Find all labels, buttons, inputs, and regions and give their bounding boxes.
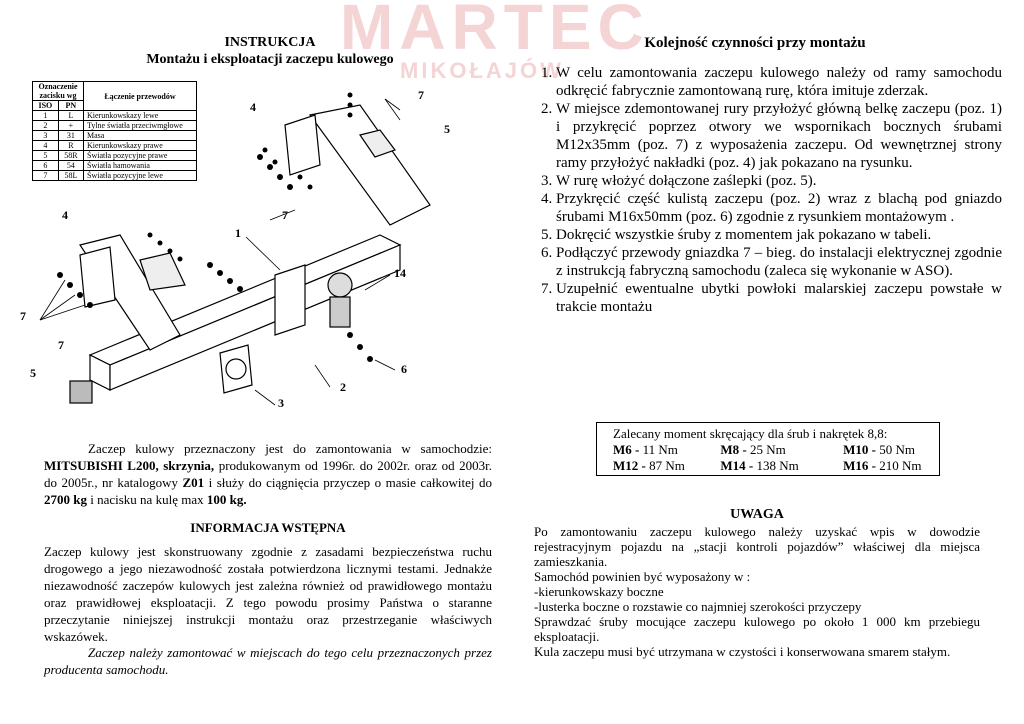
label-6: 6 xyxy=(401,362,407,376)
uwaga-line: Po zamontowaniu zaczepu kulowego należy uzyskać wpis w dowodzie rejestracyjnym pojazdu na „stacji kontroli pojazdów” właściwej dla miejsca zamieszkania. xyxy=(534,524,980,569)
table-cell-desc: Światła pozycyjne lewe xyxy=(84,171,197,181)
mounting-note: Zaczep należy zamontować w miejscach do tego celu przeznaczonych przez producenta samochodu. xyxy=(44,645,492,677)
vehicle-description: Zaczep kulowy przeznaczony jest do zamontowania w samochodzie: MITSUBISHI L200, skrzynia, produkowanym od 1996r. do 2002r. oraz od 2003r. do 2005r., nr katalogowy Z01 i służy do ciągnięcia przyczep o masie całkowitej do 2700 kg i nacisku na kulę max 100 kg. xyxy=(44,441,493,507)
table-cell-desc: Światła pozycyjne prawe xyxy=(84,151,197,161)
exploded-diagram xyxy=(20,85,450,415)
table-cell-desc: Masa xyxy=(84,131,197,141)
table-cell-pn: + xyxy=(58,121,83,131)
right-bracket xyxy=(310,105,430,225)
tow-ball xyxy=(328,273,352,297)
table-cell-pn: L xyxy=(58,111,83,121)
uwaga-line: Samochód powinien być wyposażony w : xyxy=(534,569,751,584)
uwaga-line: -lusterka boczne o rozstawie co najmniej szerokości przyczepy xyxy=(534,599,862,614)
table-cell-iso: 2 xyxy=(33,121,59,131)
label-7-lower: 7 xyxy=(58,338,64,352)
uwaga-line: -kierunkowskazy boczne xyxy=(534,584,664,599)
table-cell-desc: Kierunkowskazy lewe xyxy=(84,111,197,121)
table-cell-pn: 54 xyxy=(58,161,83,171)
info-heading: INFORMACJA WSTĘPNA xyxy=(190,520,346,535)
plate-4-left xyxy=(80,247,115,307)
step-item: 6. Podłączyć przewody gniazdka 7 – bieg. do instalacji elektrycznej zgodnie z instrukcją fabryczną samochodu (zaleca się wykonanie w ASO). xyxy=(556,244,1002,280)
table-cell-desc: Kierunkowskazy prawe xyxy=(84,141,197,151)
label-4-left: 4 xyxy=(62,208,68,222)
label-7-left: 7 xyxy=(20,309,26,323)
table-cell-pn: 31 xyxy=(58,131,83,141)
table-cell-pn: 58L xyxy=(58,171,83,181)
socket-hole xyxy=(226,359,246,379)
title-line-2: Montażu i eksploatacji zaczepu kulowego xyxy=(146,52,394,67)
step-item: 3. W rurę włożyć dołączone zaślepki (poz. 5). xyxy=(556,172,1002,190)
step-item: 2. W miejsce zdemontowanej rury przyłożyć główną belkę zaczepu (poz. 1) i przykręcić poprzez otwory we wspornikach bocznych śrubami M12x35mm (poz. 7) z wyposażenia zaczepu. Od wewnętrznej strony ramy przyłożyć nakładki (poz. 4) jak pokazano na rysunku. xyxy=(556,100,1002,172)
table-cell-pn: 58R xyxy=(58,151,83,161)
label-4-top: 4 xyxy=(250,100,256,114)
plate-4-right xyxy=(285,115,320,175)
ball-neck xyxy=(330,297,350,327)
label-7-mid: 7 xyxy=(282,208,288,222)
uwaga-line: Sprawdzać śruby mocujące zaczepu kulowego po około 1 000 km przebiegu eksploatacji. xyxy=(534,614,980,644)
document-title xyxy=(120,34,420,68)
torque-title: Zalecany moment skręcający dla śrub i nakrętek 8,8: xyxy=(613,426,888,441)
label-5-left: 5 xyxy=(30,366,36,380)
th-iso: ISO xyxy=(33,101,59,111)
ball-mount-plate xyxy=(275,265,305,335)
table-cell-iso: 7 xyxy=(33,171,59,181)
table-cell-iso: 4 xyxy=(33,141,59,151)
th-pn: PN xyxy=(58,101,83,111)
steps-title: Kolejność czynności przy montażu xyxy=(644,35,866,51)
label-7-top: 7 xyxy=(418,88,424,102)
table-cell-pn: R xyxy=(58,141,83,151)
table-cell-iso: 6 xyxy=(33,161,59,171)
table-cell-iso: 3 xyxy=(33,131,59,141)
label-14: 14 xyxy=(394,266,406,280)
table-cell-iso: 1 xyxy=(33,111,59,121)
uwaga-text xyxy=(534,524,980,659)
watermark-logo: MARTEC xyxy=(340,0,650,63)
table-cell-desc: Światła hamowania xyxy=(84,161,197,171)
step-item: 7. Uzupełnić ewentualne ubytki powłoki malarskiej zaczepu powstałe w trakcie montażu xyxy=(556,280,1002,316)
label-2: 2 xyxy=(340,380,346,394)
step-item: 4. Przykręcić część kulistą zaczepu (poz. 2) wraz z blachą pod gniazdo śrubami M16x50mm (poz. 6) zgodnie z rysunkiem montażowym . xyxy=(556,190,1002,226)
th-marking: Oznaczenie zacisku wg xyxy=(33,82,84,101)
label-1: 1 xyxy=(235,226,241,240)
table-cell-desc: Tylne światła przeciwmgłowe xyxy=(84,121,197,131)
uwaga-heading: UWAGA xyxy=(730,507,784,522)
end-cap-left xyxy=(70,381,92,403)
step-item: 5. Dokręcić wszystkie śruby z momentem jak pokazano w tabeli. xyxy=(556,226,1002,244)
table-cell-iso: 5 xyxy=(33,151,59,161)
th-connection: Łączenie przewodów xyxy=(84,82,197,111)
step-item: 1. W celu zamontowania zaczepu kulowego należy od ramy samochodu odkręcić fabrycznie zamontowaną rurę, która imituje zderzak. xyxy=(556,64,1002,100)
steps-list xyxy=(534,64,1002,316)
torque-box: Zalecany moment skręcający dla śrub i nakrętek 8,8: M6 - 11 Nm M8 - 25 Nm M10 - 50 Nm M12 - 87 Nm M14 - 138 Nm M16 - 210 Nm xyxy=(596,422,940,476)
title-line-1: INSTRUKCJA xyxy=(224,35,316,50)
info-text: Zaczep kulowy jest skonstruowany zgodnie z zasadami bezpieczeństwa ruchu drogowego a jego niezawodność została potwierdzona licznymi testami. Jednakże niezawodność zaczepów kulowych jest zależna również od prawidłowego montażu oraz prawidłowej eksploatacji. Z tego powodu prosimy Państwa o staranne przeczytanie niniejszej instrukcji montażu oraz przestrzeganie właściwych wskazówek. xyxy=(44,544,492,644)
label-5-right: 5 xyxy=(444,122,450,136)
watermark-subtext: MIKOŁAJÓW xyxy=(400,58,564,83)
uwaga-line: Kula zaczepu musi być utrzymana w czystości i konserwowana smarem stałym. xyxy=(534,644,951,659)
label-3: 3 xyxy=(278,396,284,410)
